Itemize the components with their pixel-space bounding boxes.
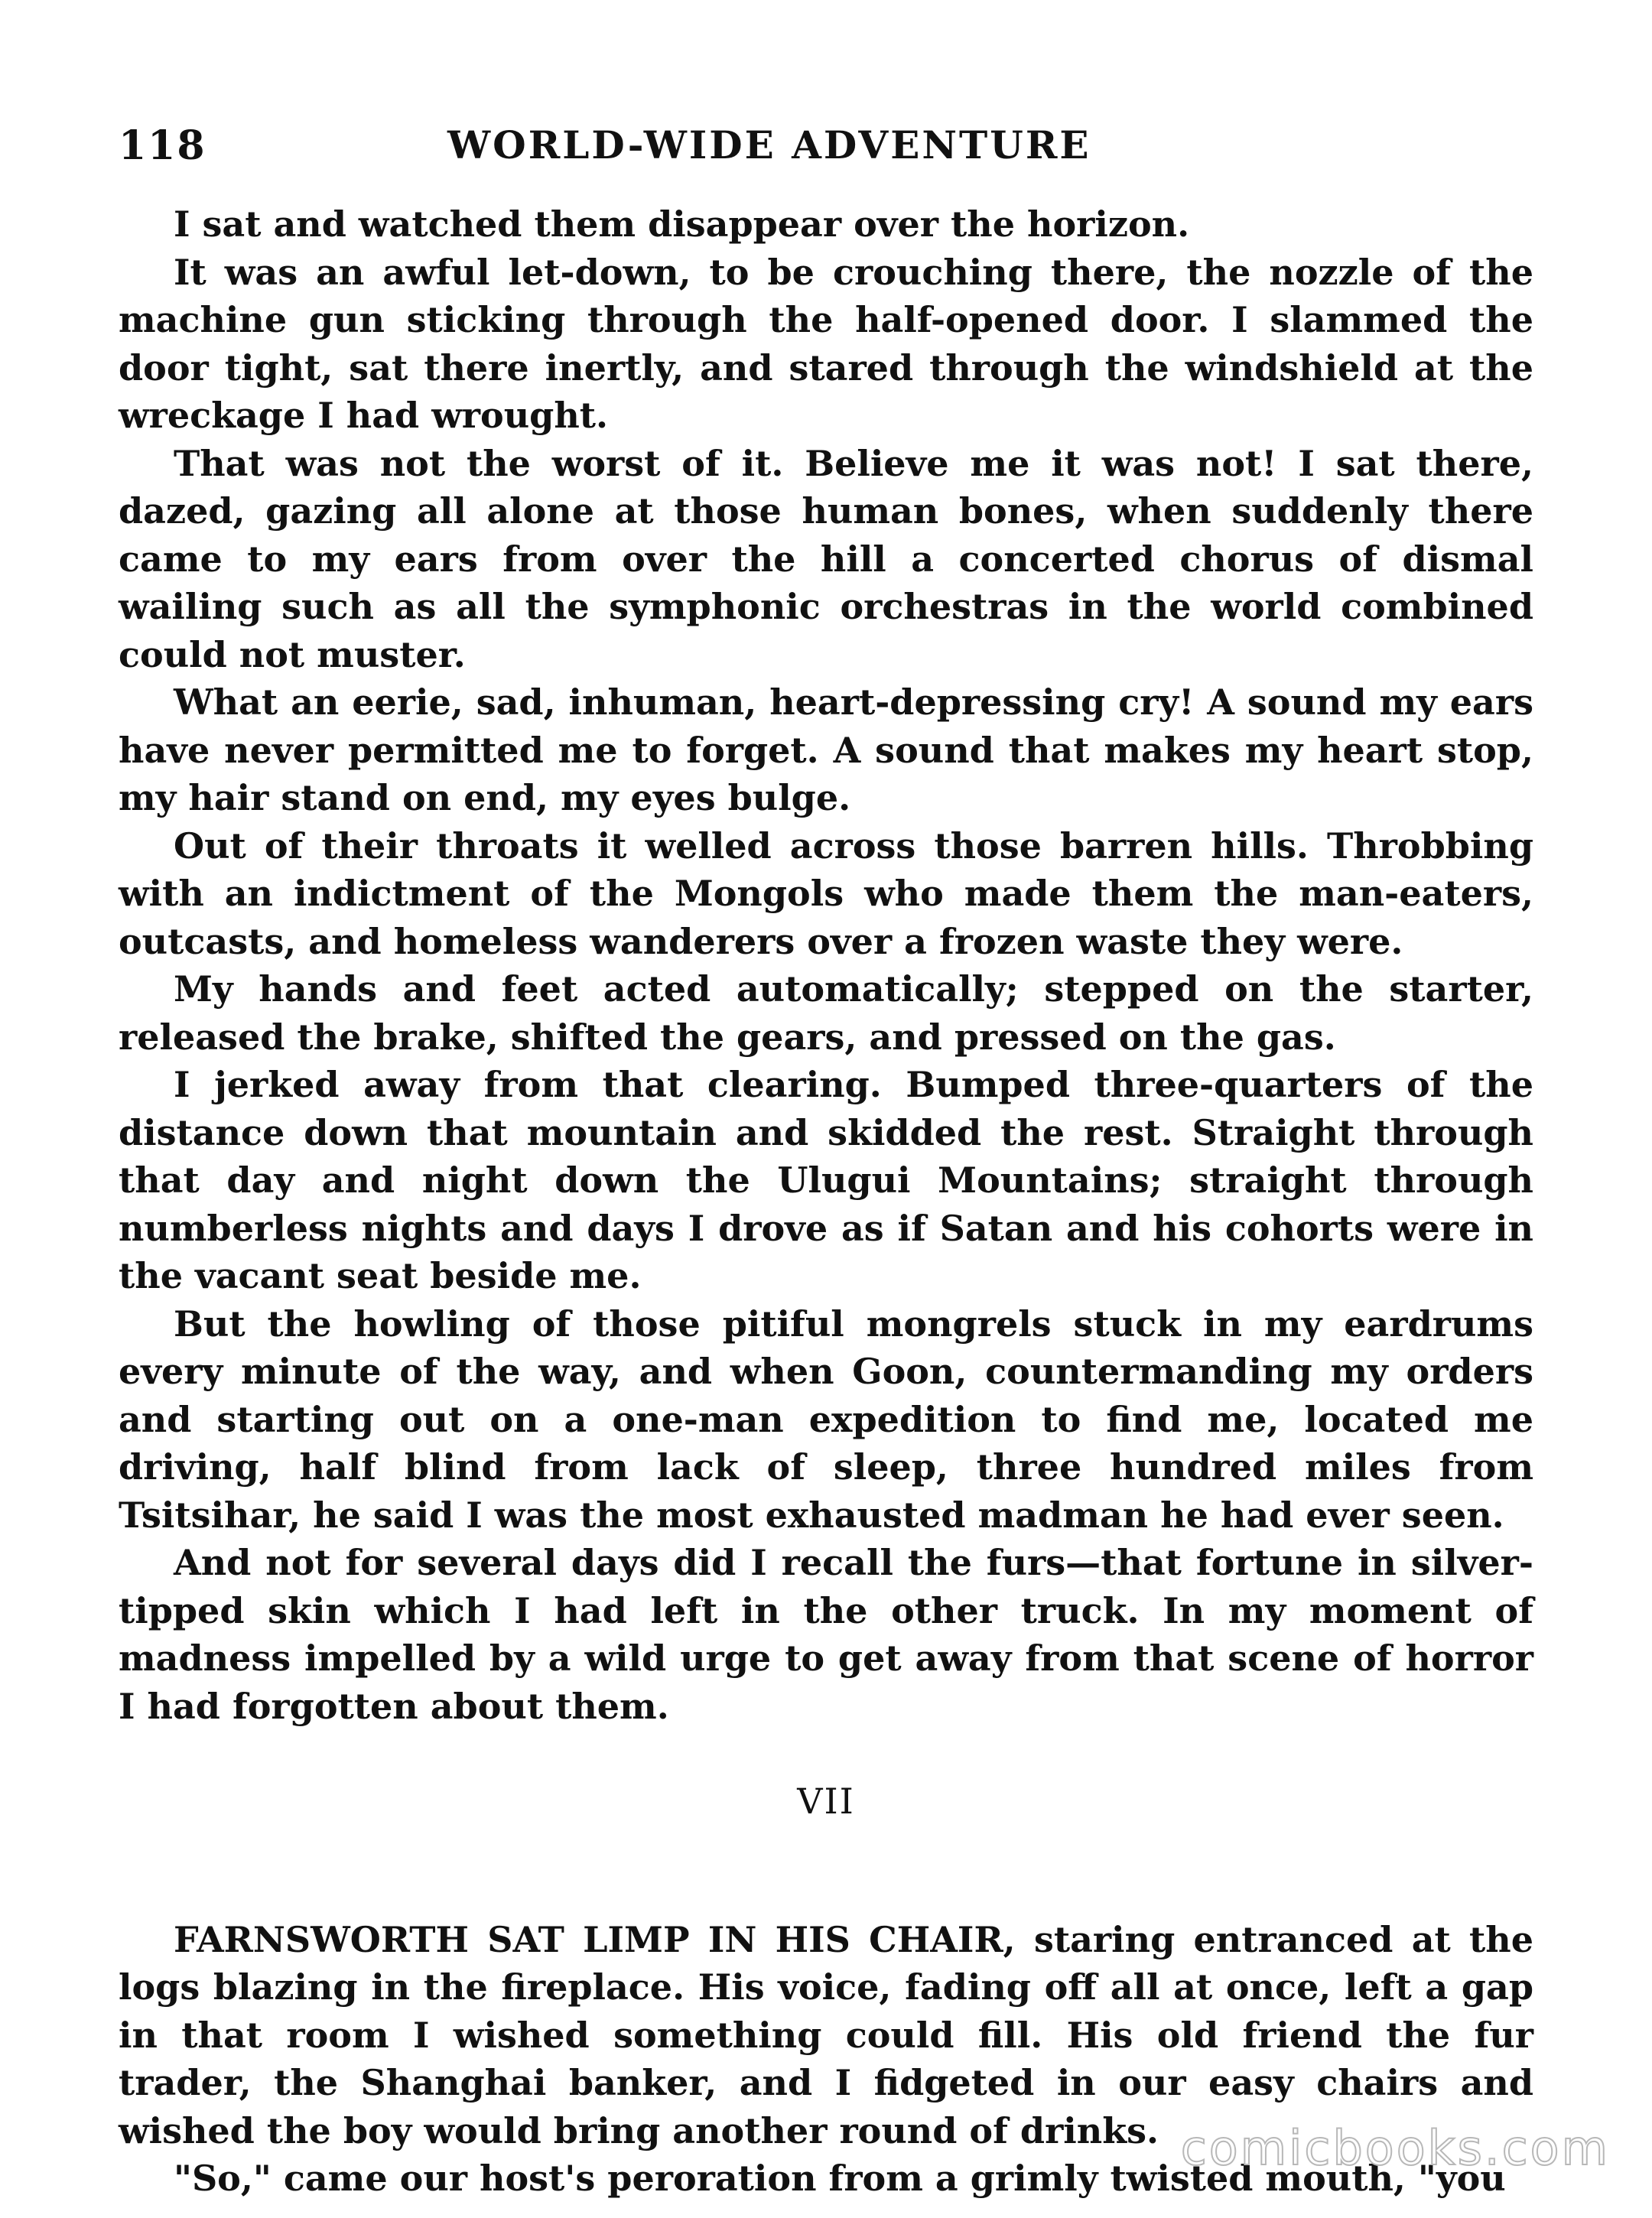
paragraph: What an eerie, sad, inhuman, heart-depressing cry! A sound my ears have never permitted me to forget. A sound that makes my heart stop, my hair stand on end, my eyes bulge. bbox=[119, 681, 1533, 818]
paragraph: My hands and feet acted automatically; stepped on the starter, released the brake, shifted the gears, and pressed on the gas. bbox=[119, 968, 1533, 1058]
paragraph: It was an awful let-down, to be crouching there, the nozzle of the machine gun sticking through the half-opened door. I slammed the door tight, sat there inertly, and stared through the windshield at the wreckage I had wrought. bbox=[119, 251, 1533, 436]
page-number: 118 bbox=[119, 122, 206, 169]
watermark-logo: comicbooks.com bbox=[1180, 2120, 1610, 2176]
paragraph: That was not the worst of it. Believe me it was not! I sat there, dazed, gazing all alone at those human bones, when suddenly there came to my ears from over the hill a concerted chorus of dismal wailing such as all the symphonic orchestras in the world combined could not muster. bbox=[119, 442, 1533, 675]
page-header bbox=[119, 122, 1533, 176]
paragraph: But the howling of those pitiful mongrels stuck in my eardrums every minute of the way, and when Goon, countermanding my orders and starting out on a one-man expedition to find me, located me driving, half blind from lack of sleep, three hundred miles from Tsitsihar, he said I was the most exhausted madman he had ever seen. bbox=[119, 1303, 1533, 1536]
paragraph: And not for several days did I recall the furs—that fortune in silver-tipped skin which I had left in the other truck. In my moment of madness impelled by a wild urge to get away from that scene of horror I had forgotten about them. bbox=[119, 1542, 1533, 1727]
running-head: WORLD-WIDE ADVENTURE bbox=[447, 122, 1091, 167]
paragraph: I jerked away from that clearing. Bumped three-quarters of the distance down that mountain and skidded the rest. Straight through that day and night down the Ulugui Mountains; straight through numberless nights and days I drove as if Satan and his cohorts were in the vacant seat beside me. bbox=[119, 1064, 1533, 1296]
paragraph: FARNSWORTH SAT LIMP IN HIS CHAIR, staring entranced at the logs blazing in the fireplace. His voice, fading off all at once, left a gap in that room I wished something could fill. His old friend the fur trader, the Shanghai banker, and I fidgeted in our easy chairs and wished the boy would bring another round of drinks. bbox=[119, 1918, 1533, 2151]
paragraph: I sat and watched them disappear over the horizon. bbox=[174, 203, 1190, 245]
paragraph: "So," came our host's peroration from a grimly twisted mouth, "you bbox=[174, 2158, 1506, 2199]
section-heading: VII bbox=[797, 1781, 855, 1822]
paragraph: Out of their throats it welled across those barren hills. Throbbing with an indictment of the Mongols who made them the man-eaters, outcasts, and homeless wanderers over a frozen waste they were. bbox=[119, 824, 1533, 962]
body-text bbox=[119, 200, 1533, 2203]
